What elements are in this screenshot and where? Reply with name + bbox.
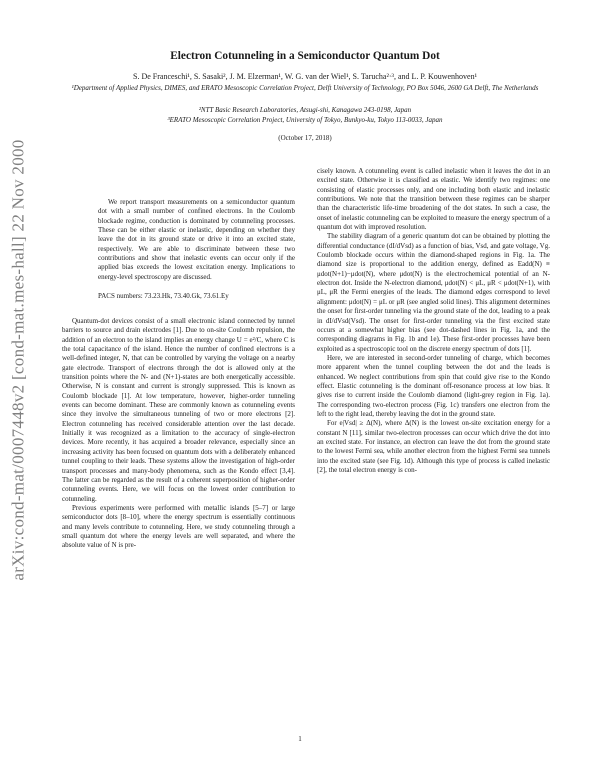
right-column xyxy=(317,167,550,475)
affiliation-3: ³ERATO Mesoscopic Correlation Project, University of Tokyo, Bunkyo-ku, Tokyo 113-0033, Japan xyxy=(167,116,443,124)
right-paragraph-1: The stability diagram of a generic quantum dot can be obtained by plotting the differential conductance (dI/dVsd) as a function of bias, Vsd, and gate voltage, Vg. Coulomb blockade occurs within the diamond-shaped regions in Fig. 1a. The diamond size is proportional to the addition energy, defined as Eadd(N) ≡ μdot(N+1)−μdot(N), where μdot(N) is the electrochemical potential of an N-electron dot. Inside the N-electron diamond, μdot(N) < μL, μR < μdot(N+1), with μL, μR the Fermi energies of the leads. The diamond edges correspond to level alignment: μdot(N) = μL or μR (see angled solid lines). This alignment determines the onset for first-order tunneling via the ground state of the dot, leading to a peak in dI/dVsd(Vsd). The onset for first-order tunneling via the first excited state occurs at a somewhat higher bias (see dot-dashed lines in Fig. 1a, and the corresponding diagrams in Fig. 1b and 1e). These first-order processes have been exploited as a spectroscopic tool on the discrete energy spectrum of dots [1]. xyxy=(317,232,550,353)
paper-date: (October 17, 2018) xyxy=(278,134,332,142)
left-paragraph-2: Previous experiments were performed with metallic islands [5–7] or large semiconductor dots [8–10], where the energy spectrum is essentially continuous and many levels contribute to cotunneling. Here, we study cotunneling through a small quantum dot where the energy levels are well separated, and where the absolute value of N is pre- xyxy=(62,503,295,550)
affiliation-2: ²NTT Basic Research Laboratories, Atsugi-shi, Kanagawa 243-0198, Japan xyxy=(198,106,412,114)
abstract-text: We report transport measurements on a semiconductor quantum dot with a small number of confined electrons. In the Coulomb blockade regime, conduction is dominated by cotunneling processes. These can be either elastic or inelastic, depending on whether they leave the dot in its ground state or drive it into an excited state, respectively. We are able to discriminate between these two contributions and show that inelastic events can occur only if the applied bias exceeds the lowest excitation energy. Implications to energy-level spectroscopy are discussed. xyxy=(98,198,295,281)
arxiv-identifier: arXiv:cond-mat/0007448v2 [cond-mat.mes-hall] 22 Nov 2000 xyxy=(9,139,28,581)
arxiv-sidebar-stamp xyxy=(4,80,34,640)
pacs-numbers: PACS numbers: 73.23.Hk, 73.40.Gk, 73.61.Ey xyxy=(98,292,229,300)
right-paragraph-2: Here, we are interested in second-order tunneling of charge, which becomes more apparent when the tunnel coupling between the dot and the leads is enhanced. We neglect contributions from spin that could give rise to the Kondo effect. Elastic cotunneling is the dominant off-resonance process at low bias. It gives rise to current inside the Coulomb diamond (light-grey region in Fig. 1a). The corresponding two-electron process (Fig. 1c) transfers one electron from the left to the right lead, thereby leaving the dot in the ground state. xyxy=(317,353,550,418)
paper-title: Electron Cotunneling in a Semiconductor Quantum Dot xyxy=(170,50,440,62)
page-number: 1 xyxy=(298,735,302,743)
affiliation-1: ¹Department of Applied Physics, DIMES, and ERATO Mesoscopic Correlation Project, Delft University of Technology, PO Box 5046, 2600 GA Delft, The Netherlands xyxy=(71,84,539,92)
left-paragraph-1: Quantum-dot devices consist of a small electronic island connected by tunnel barriers to source and drain electrodes [1]. Due to on-site Coulomb repulsion, the addition of an electron to the island implies an energy change U = e²/C, where C is the total capacitance of the island. Hence the number of confined electrons is a well-defined integer, N, that can be controlled by varying the voltage on a nearby gate electrode. Transport of electrons through the dot is allowed only at the transition points where the N- and (N+1)-states are both energetically accessible. Otherwise, N is constant and current is strongly suppressed. This is known as Coulomb blockade [1]. At low temperature, however, higher-order tunneling events can become dominant. These are commonly known as cotunneling events since they involve the simultaneous tunneling of two or more electrons [2]. Electron cotunneling has received considerable attention over the last decade. Initially it was recognized as a limitation to the accuracy of single-electron devices. More recently, it has acquired a broader relevance, especially since an increasing activity has been focused on quantum dots with a deliberately enhanced tunnel coupling to their leads. These systems allow the investigation of high-order transport processes and many-body phenomena, such as the Kondo effect [3,4]. The latter can be regarded as the result of a coherent superposition of higher-order cotunneling events. Here, we will focus on the lowest order contribution to cotunneling. xyxy=(62,317,295,503)
abstract xyxy=(98,198,295,282)
left-column xyxy=(62,317,295,551)
right-paragraph-0: cisely known. A cotunneling event is called inelastic when it leaves the dot in an excited state. Otherwise it is classified as elastic. We identify two regimes: one consisting of elastic processes only, and one including both elastic and inelastic contributions. We note that the transition between these regimes can be sharper than the characteristic life-time broadening of the dot states. In such a case, the onset of inelastic cotunneling can be exploited to measure the energy spectrum of a quantum dot with improved resolution. xyxy=(317,167,550,232)
right-paragraph-3: For e|Vsd| ≥ Δ(N), where Δ(N) is the lowest on-site excitation energy for a constant N [11], similar two-electron processes can occur which drive the dot into an excited state. For instance, an electron can leave the dot from the ground state to the lowest Fermi sea, while another electron from the highest Fermi sea tunnels into the excited state (see Fig. 1d). Although this type of process is called inelastic [2], the total electron energy is con- xyxy=(317,419,550,474)
author-list: S. De Franceschi¹, S. Sasaki², J. M. Elzerman¹, W. G. van der Wiel¹, S. Tarucha²·³, and L. P. Kouwenhoven¹ xyxy=(133,72,477,81)
